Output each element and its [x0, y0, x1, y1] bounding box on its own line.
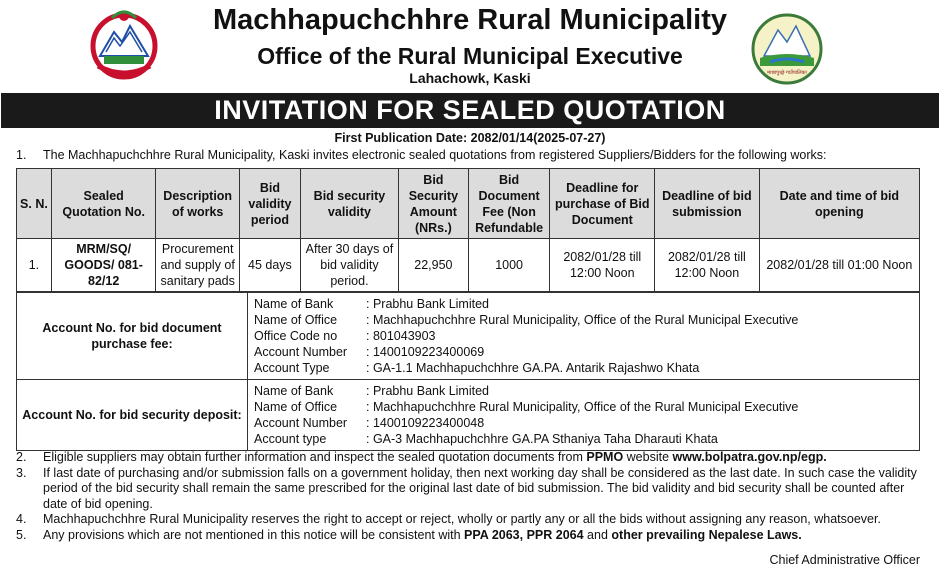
account-field: Account Number : 1400109223400069 [254, 345, 485, 359]
table-row [17, 239, 920, 292]
svg-text:माछापुच्छ्रे गाउँपालिका: माछापुच्छ्रे गाउँपालिका [767, 70, 807, 76]
account-field: Name of Bank : Prabhu Bank Limited [254, 297, 489, 311]
col-header-doc-fee: Bid Document Fee (Non Refundable [468, 169, 550, 239]
cell-sn: 1. [17, 239, 52, 292]
col-header-security-amount: Bid Security Amount (NRs.) [399, 169, 469, 239]
account-table [16, 292, 920, 451]
account-row-security-deposit [17, 380, 920, 451]
account-field: Office Code no : 801043903 [254, 329, 436, 343]
note-item: 4. Machhapuchchhre Rural Municipality reserves the right to accept or reject, wholly or partly any or all the bids without assigning any reason, whatsoever. [16, 512, 881, 526]
notice-banner: INVITATION FOR SEALED QUOTATION [1, 93, 939, 128]
col-header-opening: Date and time of bid opening [759, 169, 919, 239]
col-header-sn: S. N. [17, 169, 52, 239]
header [0, 0, 940, 92]
office-subtitle: Office of the Rural Municipal Executive [257, 43, 683, 69]
account-field: Account type : GA-3 Machhapuchchhre GA.PA Sthaniya Taha Dharauti Khata [254, 432, 718, 446]
municipality-seal-icon [750, 12, 824, 86]
account-row-purchase-fee [17, 293, 920, 380]
office-location: Lahachowk, Kaski [409, 70, 531, 86]
col-header-purchase-deadline: Deadline for purchase of Bid Document [550, 169, 655, 239]
account-field: Name of Office : Machhapuchchhre Rural Municipality, Office of the Rural Municipal Executive [254, 400, 799, 414]
col-header-quotation-no: Sealed Quotation No. [51, 169, 156, 239]
note-item: 2. Eligible suppliers may obtain further information and inspect the sealed quotation documents from PPMO website www.bolpatra.gov.np/egp. [16, 450, 827, 464]
cell-purchase-deadline: 2082/01/28 till 12:00 Noon [550, 239, 655, 292]
notes-list [16, 450, 926, 543]
account-field: Account Type : GA-1.1 Machhapuchchhre GA.PA. Antarik Rajashwo Khata [254, 361, 700, 375]
cell-quotation-no: MRM/SQ/ GOODS/ 081-82/12 [51, 239, 156, 292]
account-label: Account No. for bid document purchase fee: [17, 293, 248, 380]
cell-doc-fee: 1000 [468, 239, 550, 292]
col-header-description: Description of works [156, 169, 239, 239]
publication-date: First Publication Date: 2082/01/14(2025-07-27) [334, 131, 606, 145]
col-header-security-validity: Bid security validity [300, 169, 398, 239]
intro-text: The Machhapuchchhre Rural Municipality, Kaski invites electronic sealed quotations from registered Suppliers/Bidders for the following works: [43, 148, 827, 162]
account-field: Name of Bank : Prabhu Bank Limited [254, 384, 489, 398]
col-header-submission-deadline: Deadline of bid submission [655, 169, 760, 239]
account-details [248, 293, 920, 380]
cell-opening: 2082/01/28 till 01:00 Noon [759, 239, 919, 292]
account-label: Account No. for bid security deposit: [17, 380, 248, 451]
intro-number: 1. [16, 148, 27, 162]
intro-paragraph [16, 148, 926, 163]
cell-description: Procurement and supply of sanitary pads [156, 239, 239, 292]
signature: Chief Administrative Officer [769, 553, 920, 567]
account-details [248, 380, 920, 451]
account-field: Name of Office : Machhapuchchhre Rural Municipality, Office of the Rural Municipal Executive [254, 313, 799, 327]
account-field: Account Number : 1400109223400048 [254, 416, 485, 430]
quotation-table [16, 168, 920, 292]
office-title: Machhapuchchhre Rural Municipality [212, 4, 728, 36]
note-item: 5. Any provisions which are not mentioned in this notice will be consistent with PPA 2063, PPR 2064 and other prevailing Nepalese Laws. [16, 527, 802, 542]
cell-submission-deadline: 2082/01/28 till 12:00 Noon [655, 239, 760, 292]
table-header-row [17, 169, 920, 239]
cell-security-amount: 22,950 [399, 239, 469, 292]
note-item: 3. If last date of purchasing and/or submission falls on a government holiday, then next working day shall be considered as the last date. In such case the validity period of the bid security shall remain the same prescribed for the original last date of bid submission. The bid validity and bid security shall be counted after date of bid opening. [16, 465, 917, 511]
cell-validity-period: 45 days [239, 239, 300, 292]
col-header-validity-period: Bid validity period [239, 169, 300, 239]
cell-security-validity: After 30 days of bid validity period. [300, 239, 398, 292]
